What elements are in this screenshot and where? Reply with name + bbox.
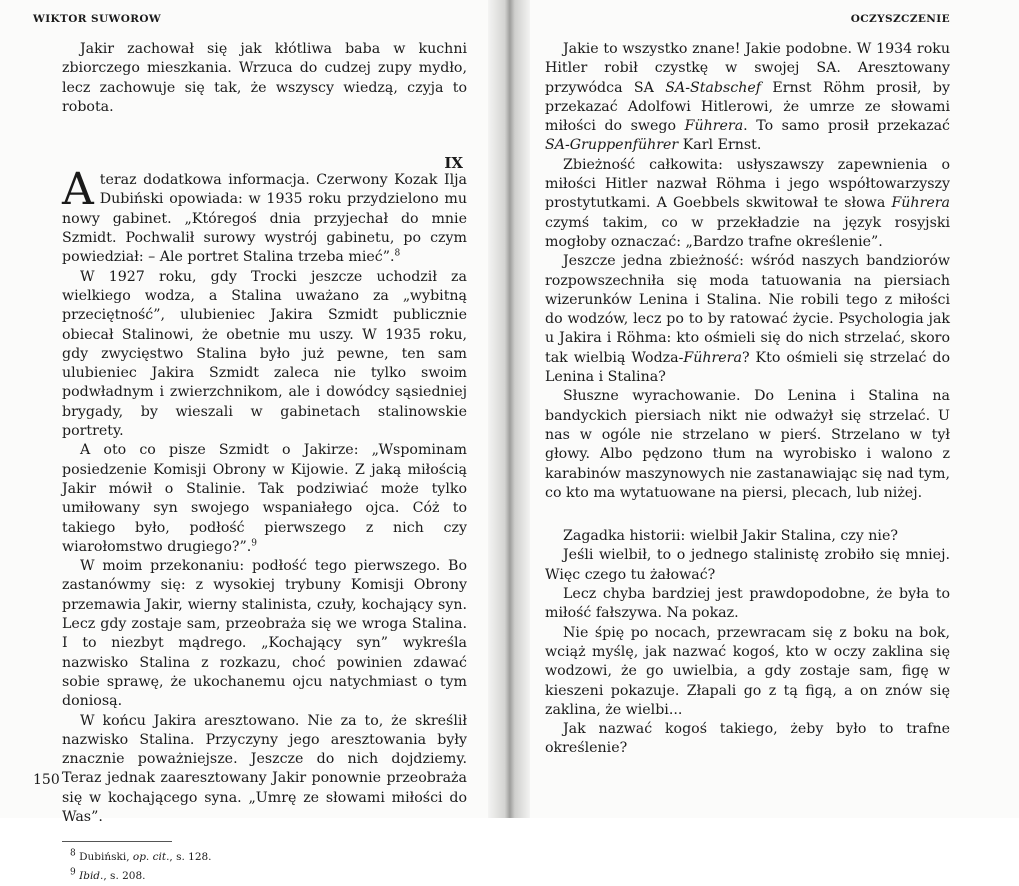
- paragraph: Jeśli wielbił, to o jednego stalinistę zrobiło się mniej. Więc czego tu żałować?: [545, 547, 950, 583]
- footnote-marker: 9: [251, 538, 257, 549]
- running-head-left: WIKTOR SUWOROW: [33, 13, 162, 25]
- running-head-right: OCZYSZCZENIE: [850, 13, 950, 25]
- paragraph: W 1927 roku, gdy Trocki jeszcze uchodził za wielkiego wodza, a Stalina uważano za „wybitną przeciętność”, ulubieniec Jakira Szmidt publicznie obiecał Stalinowi, że obetnie mu uszy. W 1935 roku, gdy zwycięstwo Stalina było już pewne, ten sam ulubieniec Jakira Szmidt zaleca nie tylko swoim podwładnym i zwierzchnikom, ale i dowódcy sąsiedniej brygady, by wieszali w gabinetach stalinowskie portrety.: [62, 268, 467, 440]
- paragraph: Jakir zachował się jak kłótliwa baba w kuchni zbiorczego mieszkania. Wrzuca do cudzej zupy mydło, lecz zachowuje się tak, że wszyscy wiedzą, czyja to robota.: [62, 41, 467, 115]
- book-gutter: [488, 0, 530, 818]
- left-text-column: [62, 40, 467, 886]
- footnote: $^8$ Dubiński, op. cit., s. 128.: [70, 848, 212, 864]
- footnote: $^9$ Ibid., s. 208.: [70, 867, 146, 883]
- left-page: [0, 0, 503, 883]
- chapter-number: IX: [444, 154, 463, 173]
- paragraph: Lecz chyba bardziej jest prawdopodobne, że była to miłość fałszywa. Na pokaz.: [545, 586, 950, 622]
- paragraph: W końcu Jakira aresztowano. Nie za to, że skreślił nazwisko Stalina. Przyczyny jego aresztowania były znacznie poważniejsze. Jeszcze do nich dojdziemy. Teraz jednak zaaresztowany Jakir ponownie przeobraża się w kochającego syna. „Umrę ze słowami miłości do Was”.: [62, 712, 467, 825]
- paragraph: Jakie to wszystko znane! Jakie podobne. W 1934 roku Hitler robił czystkę w swojej SA. Aresztowany przywódca SA SA-Stabschef Ernst Röhm prosił, by przekazać Adolfowi Hitlerowi, że umrze ze słowami miłości do swego Führera. To samo prosił przekazać SA-Gruppenführer Karl Ernst.: [545, 41, 950, 154]
- page-number: 150: [33, 772, 60, 788]
- paragraph: Jak nazwać kogoś takiego, żeby było to trafne określenie?: [545, 721, 950, 757]
- paragraph: Jeszcze jedna zbieżność: wśród naszych bandziorów rozpowszechniła się moda tatuowania na piersiach wizerunków Lenina i Stalina. Nie robili tego z miłości do wodzów, lecz po to by ratować życie. Psychologia jak u Jakira i Röhma: kto ośmieli się do nich strzelać, skoro tak wielbią Wodza-Führera? Kto ośmieli się strzelać do Lenina i Stalina?: [545, 253, 950, 386]
- paragraph: Nie śpię po nocach, przewracam się z boku na bok, wciąż myślę, jak nazwać kogoś, kto w oczy zaklina się wodzowi, że go uwielbia, a gdy zostaje sam, figę w kieszeni pokazuje. Złapali go z tą figą, a on znów się zaklina, że wielbi...: [545, 624, 950, 718]
- paragraph: W moim przekonaniu: podłość tego pierwszego. Bo zastanówmy się: z wysokiej trybuny Komisji Obrony przemawia Jakir, wierny stalinista, czuły, kochający syn. Lecz gdy zostaje sam, przeobraża się we wroga Stalina. I to niezbyt mądrego. „Kochający syn” wykreśla nazwisko Stalina z rozkazu, choć powinien zdawać sobie sprawę, że ukochanemu ojcu natychmiast o tym doniosą.: [62, 558, 467, 710]
- paragraph: Zagadka historii: wielbił Jakir Stalina, czy nie?: [563, 528, 898, 545]
- right-text-column: [545, 40, 950, 759]
- paragraph-chapter-opening: A teraz dodatkowa informacja. Czerwony Kozak Ilja Dubiński opowiada: w 1935 roku przydzielono mu nowy gabinet. „Któregoś dnia przyjechał do mnie Szmidt. Pochwalił surowy wystrój gabinetu, po czym powiedział: – Ale portret Stalina trzeba mieć”.$^8$: [62, 164, 467, 266]
- paragraph: Słuszne wyrachowanie. Do Lenina i Stalina na bandyckich piersiach nikt nie odważył się strzelać. U nas w ogóle nie strzelano w pierś. Strzelano w tył głowy. Albo pędzono tłum na wyrobisko i walono z karabinów maszynowych nie zastanawiając się nad tym, co kto ma wytatuowane na piersi, plecach, lub niżej.: [545, 388, 950, 501]
- drop-cap: A: [62, 164, 94, 216]
- footnote-divider: [62, 841, 172, 842]
- paragraph: Zbieżność całkowita: usłyszawszy zapewnienia o miłości Hitler nazwał Röhma i jego współtowarzyszy prostytutkami. A Goebbels skwitował te słowa Führera czymś takim, co w przekładzie na język rosyjski mogłoby oznaczać: „Bardzo trafne określenie”.: [545, 156, 950, 250]
- paragraph: A oto co pisze Szmidt o Jakirze: „Wspominam posiedzenie Komisji Obrony w Kijowie. Z jaką miłością Jakir mówił o Stalinie. Tak podziwiać może tylko umiłowany syn swojego wspaniałego ojca. Cóż to takiego było, podłość pierwszego z nich czy wiarołomstwo drugiego?”.$^9$: [62, 442, 467, 555]
- footnote-marker: 8: [394, 248, 401, 259]
